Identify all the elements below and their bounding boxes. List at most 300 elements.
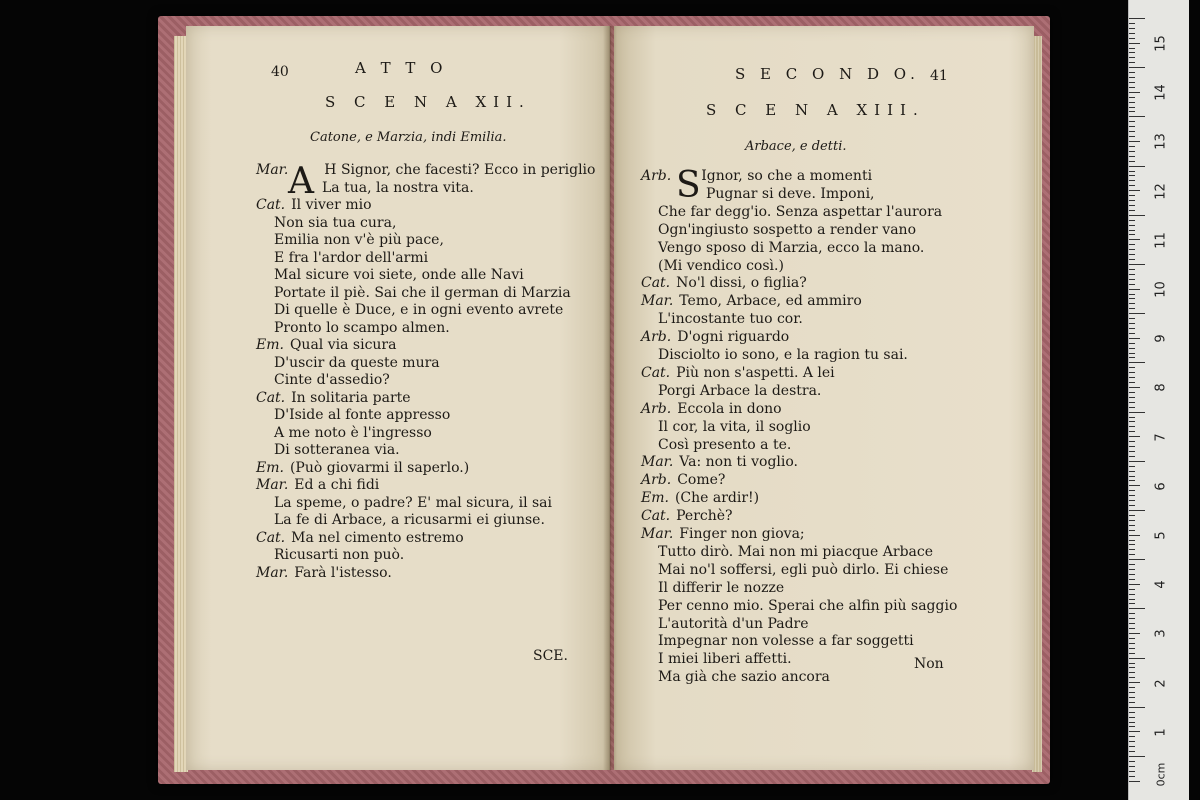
ruler-number: 14 — [1153, 84, 1169, 101]
dialogue-line — [274, 232, 444, 249]
ruler-tick — [1129, 38, 1135, 39]
speaker-label: Cat. — [641, 275, 671, 292]
ruler-tick — [1129, 574, 1135, 575]
ruler-tick — [1129, 697, 1135, 698]
ruler-tick — [1129, 456, 1135, 457]
ruler-tick — [1129, 776, 1135, 777]
ruler-tick — [1129, 421, 1135, 422]
ruler-tick — [1129, 249, 1135, 250]
ruler-tick — [1129, 382, 1135, 383]
dialogue-line — [641, 275, 807, 292]
line-text: Vengo sposo di Marzia, ecco la mano. — [658, 239, 925, 256]
ruler-tick — [1129, 62, 1135, 63]
dialogue-line — [641, 454, 798, 471]
ruler-number: 12 — [1153, 182, 1169, 200]
ruler-tick — [1129, 67, 1145, 68]
ruler-tick — [1129, 589, 1135, 590]
dialogue-line — [274, 302, 563, 319]
ruler-tick — [1129, 97, 1135, 98]
ruler-tick — [1129, 52, 1135, 53]
ruler-tick — [1129, 392, 1135, 393]
ruler-tick — [1129, 746, 1135, 747]
ruler-tick — [1129, 476, 1135, 477]
line-text: La speme, o padre? E' mal sicura, il sai — [274, 494, 553, 511]
line-text: Ricusarti non può. — [274, 547, 405, 563]
speaker-label: Em. — [256, 459, 284, 476]
ruler-tick — [1129, 372, 1135, 373]
ruler-tick — [1129, 505, 1135, 506]
ruler-tick — [1129, 451, 1135, 452]
ruler-tick — [1129, 692, 1135, 693]
dialogue-line — [256, 460, 469, 477]
ruler-tick — [1129, 18, 1145, 19]
ruler-tick — [1129, 584, 1140, 585]
ruler-tick — [1129, 417, 1135, 418]
ruler-number: 6 — [1153, 482, 1169, 491]
ruler-tick — [1129, 771, 1135, 772]
speaker-label: Mar. — [256, 162, 289, 178]
ruler-tick — [1129, 195, 1135, 196]
ruler-tick — [1129, 608, 1145, 609]
right-scene-title: S C E N A XIII. — [706, 101, 925, 119]
ruler-tick — [1129, 781, 1140, 782]
line-text: D'Iside al fonte appresso — [274, 407, 451, 423]
ruler-tick — [1129, 166, 1145, 167]
line-text: (Può giovarmi il saperlo.) — [289, 459, 470, 476]
ruler-tick — [1129, 480, 1135, 481]
dialogue-line — [641, 490, 759, 507]
line-text: Più non s'aspetti. A lei — [676, 364, 835, 381]
ruler-tick — [1129, 722, 1135, 723]
dialogue-line — [658, 437, 791, 454]
dialogue-line — [658, 669, 830, 686]
ruler-tick — [1129, 230, 1135, 231]
line-text: D'uscir da queste mura — [274, 354, 440, 371]
ruler-tick — [1129, 761, 1135, 762]
dialogue-line — [256, 565, 392, 582]
ruler-tick — [1129, 682, 1140, 683]
dialogue-line — [274, 512, 545, 529]
ruler-number: 10 — [1153, 281, 1169, 298]
ruler-number: 7 — [1153, 432, 1169, 442]
ruler-tick — [1129, 185, 1135, 186]
ruler-tick — [1129, 161, 1135, 162]
line-text: Non sia tua cura, — [274, 214, 397, 231]
ruler-tick — [1129, 289, 1140, 290]
line-text: Ma nel cimento estremo — [291, 529, 464, 546]
ruler-tick — [1129, 362, 1145, 363]
line-text: Pugnar si deve. Imponi, — [706, 185, 875, 202]
line-text: Porgi Arbace la destra. — [658, 382, 822, 399]
speaker-label: Cat. — [256, 197, 286, 213]
ruler-tick — [1129, 264, 1145, 265]
measurement-ruler — [1128, 0, 1189, 800]
ruler-tick — [1129, 658, 1145, 659]
ruler-number: 3 — [1153, 629, 1169, 639]
ruler-tick — [1129, 126, 1135, 127]
ruler-tick — [1129, 446, 1135, 447]
ruler-tick — [1129, 146, 1135, 147]
speaker-label: Mar. — [641, 454, 674, 471]
ruler-tick — [1129, 751, 1135, 752]
line-text: Ogn'ingiusto sospetto a render vano — [658, 221, 917, 238]
ruler-tick — [1129, 638, 1135, 639]
dialogue-line — [274, 215, 396, 232]
right-catchword: Non — [914, 656, 944, 672]
dialogue-line — [641, 168, 872, 185]
ruler-tick — [1129, 613, 1135, 614]
line-text: Farà l'istesso. — [294, 564, 392, 581]
ruler-tick — [1129, 353, 1135, 354]
dialogue-line — [256, 477, 379, 494]
dialogue-line — [658, 633, 914, 650]
ruler-tick — [1129, 33, 1135, 34]
left-page-number: 40 — [271, 64, 289, 80]
ruler-tick — [1129, 28, 1135, 29]
dialogue-line — [256, 162, 595, 179]
dialogue-line — [658, 616, 809, 633]
line-text: I miei liberi affetti. — [658, 651, 792, 668]
speaker-label: Arb. — [641, 400, 672, 417]
ruler-tick — [1129, 48, 1135, 49]
ruler-tick — [1129, 357, 1135, 358]
dialogue-line — [256, 197, 372, 214]
ruler-tick — [1129, 210, 1135, 211]
ruler-number: 5 — [1153, 531, 1169, 540]
speaker-label: Cat. — [256, 389, 286, 406]
ruler-tick — [1129, 72, 1135, 73]
line-text: Emilia non v'è più pace, — [274, 232, 444, 248]
ruler-tick — [1129, 756, 1145, 757]
dialogue-line — [658, 544, 933, 561]
line-text: D'ogni riguardo — [677, 329, 790, 346]
left-drop-cap: A — [288, 161, 314, 202]
line-text: Come? — [677, 472, 726, 489]
dialogue-line — [256, 390, 411, 407]
line-text: Ignor, so che a momenti — [701, 168, 873, 184]
book-gutter — [603, 26, 617, 770]
ruler-tick — [1129, 554, 1135, 555]
ruler-number: 8 — [1153, 383, 1169, 393]
ruler-number: 13 — [1153, 133, 1169, 151]
ruler-tick — [1129, 594, 1135, 595]
ruler-tick — [1129, 92, 1140, 93]
ruler-tick — [1129, 618, 1135, 619]
ruler-tick — [1129, 500, 1135, 501]
ruler-tick — [1129, 441, 1135, 442]
dialogue-line — [658, 383, 821, 400]
ruler-tick — [1129, 338, 1140, 339]
ruler-tick — [1129, 672, 1135, 673]
ruler-tick — [1129, 520, 1135, 521]
ruler-tick — [1129, 102, 1135, 103]
line-text: Di sotteranea via. — [274, 442, 400, 458]
dialogue-line — [641, 365, 835, 382]
ruler-tick — [1129, 540, 1135, 541]
ruler-tick — [1129, 23, 1135, 24]
ruler-tick — [1129, 239, 1140, 240]
speaker-label: Arb. — [641, 168, 672, 184]
line-text: No'l dissi, o figlia? — [676, 275, 807, 292]
ruler-tick — [1129, 180, 1135, 181]
ruler-tick — [1129, 156, 1135, 157]
line-text: Finger non giova; — [679, 526, 805, 542]
left-running-head: A T T O — [355, 59, 448, 77]
ruler-tick — [1129, 677, 1135, 678]
dialogue-line — [641, 293, 862, 310]
line-text: (Che ardir!) — [674, 490, 760, 507]
ruler-tick — [1129, 471, 1135, 472]
ruler-tick — [1129, 490, 1135, 491]
dialogue-line — [706, 186, 875, 203]
speaker-label: Cat. — [641, 508, 671, 525]
dialogue-line — [274, 442, 400, 459]
ruler-tick — [1129, 284, 1135, 285]
speaker-label: Mar. — [256, 477, 289, 493]
ruler-number: 15 — [1153, 35, 1169, 52]
line-text: Mai no'l soffersi, egli può dirlo. Ei chiese — [658, 561, 949, 578]
ruler-tick — [1129, 200, 1135, 201]
ruler-tick — [1129, 402, 1135, 403]
ruler-tick — [1129, 298, 1135, 299]
ruler-tick — [1129, 663, 1135, 664]
line-text: Impegnar non volesse a far soggetti — [658, 633, 914, 650]
right-page-number: 41 — [930, 68, 948, 84]
dialogue-line — [274, 372, 390, 389]
ruler-tick — [1129, 633, 1140, 634]
line-text: Disciolto io sono, e la ragion tu sai. — [658, 347, 908, 363]
dialogue-line — [274, 355, 440, 372]
ruler-tick — [1129, 431, 1135, 432]
dialogue-line — [658, 240, 924, 257]
ruler-tick — [1129, 426, 1135, 427]
line-text: L'incostante tuo cor. — [658, 311, 803, 328]
right-drop-cap: S — [676, 165, 701, 206]
dialogue-line — [641, 508, 733, 525]
ruler-tick — [1129, 466, 1135, 467]
ruler-tick — [1129, 367, 1135, 368]
ruler-tick — [1129, 628, 1135, 629]
ruler-tick — [1129, 215, 1145, 216]
line-text: Mal sicure voi siete, onde alle Navi — [274, 267, 524, 283]
line-text: Il differir le nozze — [658, 579, 785, 596]
dialogue-line — [274, 547, 404, 564]
ruler-tick — [1129, 333, 1135, 334]
line-text: Pronto lo scampo almen. — [274, 319, 450, 336]
ruler-tick — [1129, 726, 1135, 727]
ruler-number: 4 — [1153, 580, 1169, 589]
ruler-tick — [1129, 599, 1135, 600]
ruler-tick — [1129, 687, 1135, 688]
ruler-tick — [1129, 269, 1135, 270]
ruler-tick — [1129, 525, 1135, 526]
dialogue-line — [256, 337, 396, 354]
line-text: Cinte d'assedio? — [274, 372, 390, 388]
ruler-tick — [1129, 244, 1135, 245]
ruler-tick — [1129, 707, 1145, 708]
speaker-label: Cat. — [641, 364, 671, 381]
speaker-label: Arb. — [641, 472, 672, 489]
line-text: Il viver mio — [291, 197, 372, 213]
dialogue-line — [658, 311, 803, 328]
ruler-tick — [1129, 131, 1135, 132]
dialogue-line — [641, 526, 805, 543]
ruler-tick — [1129, 225, 1135, 226]
ruler-number: 1 — [1153, 728, 1169, 737]
line-text: Temo, Arbace, ed ammiro — [679, 293, 862, 310]
ruler-tick — [1129, 116, 1145, 117]
speaker-label: Arb. — [641, 329, 672, 346]
ruler-tick — [1129, 515, 1135, 516]
ruler-tick — [1129, 717, 1135, 718]
ruler-tick — [1129, 57, 1135, 58]
ruler-tick — [1129, 318, 1135, 319]
right-running-head: S E C O N D O. — [735, 65, 920, 83]
ruler-tick — [1129, 702, 1135, 703]
dialogue-line — [658, 580, 784, 597]
line-text: La fe di Arbace, a ricusarmi ei giunse. — [274, 512, 545, 528]
line-text: Qual via sicura — [289, 337, 397, 353]
dialogue-line — [256, 530, 464, 547]
ruler-tick — [1129, 190, 1140, 191]
ruler-tick — [1129, 259, 1135, 260]
line-text: E fra l'ardor dell'armi — [274, 249, 429, 266]
line-text: L'autorità d'un Padre — [658, 615, 809, 632]
line-text: Eccola in dono — [677, 400, 782, 417]
ruler-tick — [1129, 343, 1135, 344]
ruler-tick — [1129, 121, 1135, 122]
ruler-tick — [1129, 151, 1135, 152]
line-text: Perchè? — [676, 508, 733, 525]
line-text: Di quelle è Duce, e in ogni evento avrete — [274, 302, 564, 318]
line-text: Ma già che sazio ancora — [658, 669, 830, 686]
ruler-tick — [1129, 530, 1135, 531]
dialogue-line — [658, 222, 916, 239]
ruler-tick — [1129, 559, 1145, 560]
ruler-tick — [1129, 510, 1145, 511]
line-text: La tua, la nostra vita. — [322, 179, 474, 196]
dialogue-line — [274, 250, 428, 267]
ruler-tick — [1129, 623, 1135, 624]
ruler-tick — [1129, 407, 1135, 408]
dialogue-line — [641, 401, 782, 418]
ruler-tick — [1129, 303, 1135, 304]
ruler-tick — [1129, 323, 1135, 324]
ruler-tick — [1129, 461, 1145, 462]
dialogue-line — [658, 347, 908, 364]
line-text: Va: non ti voglio. — [679, 454, 798, 471]
ruler-tick — [1129, 107, 1135, 108]
ruler-tick — [1129, 667, 1135, 668]
dialogue-line — [658, 651, 792, 668]
dialogue-line — [658, 598, 957, 615]
ruler-tick — [1129, 175, 1135, 176]
ruler-unit: 0cm — [1154, 762, 1168, 787]
ruler-tick — [1129, 141, 1140, 142]
ruler-tick — [1129, 736, 1135, 737]
ruler-tick — [1129, 564, 1135, 565]
left-scene-title: S C E N A XII. — [325, 93, 531, 111]
ruler-tick — [1129, 111, 1135, 112]
line-text: Ed a chi fidi — [294, 477, 380, 493]
line-text: A me noto è l'ingresso — [274, 424, 432, 441]
ruler-tick — [1129, 279, 1135, 280]
dialogue-line — [274, 320, 450, 337]
ruler-tick — [1129, 234, 1135, 235]
ruler-tick — [1129, 569, 1135, 570]
dialogue-line — [274, 267, 524, 284]
ruler-tick — [1129, 549, 1135, 550]
ruler-tick — [1129, 648, 1135, 649]
ruler-tick — [1129, 436, 1140, 437]
ruler-tick — [1129, 82, 1135, 83]
dialogue-line — [658, 562, 948, 579]
ruler-tick — [1129, 412, 1145, 413]
right-scene-characters: Arbace, e detti. — [745, 139, 847, 154]
dialogue-line — [274, 495, 552, 512]
ruler-number: 9 — [1153, 334, 1169, 343]
ruler-tick — [1129, 579, 1135, 580]
ruler-tick — [1129, 495, 1135, 496]
ruler-tick — [1129, 313, 1145, 314]
line-text: (Mi vendico così.) — [658, 257, 784, 274]
left-catchword: SCE. — [533, 648, 568, 664]
ruler-tick — [1129, 712, 1135, 713]
ruler-tick — [1129, 397, 1135, 398]
ruler-tick — [1129, 328, 1135, 329]
dialogue-line — [274, 407, 450, 424]
ruler-tick — [1129, 387, 1140, 388]
ruler-tick — [1129, 485, 1140, 486]
ruler-tick — [1129, 603, 1135, 604]
ruler-tick — [1129, 653, 1135, 654]
ruler-tick — [1129, 205, 1135, 206]
ruler-tick — [1129, 136, 1135, 137]
line-text: Così presento a te. — [658, 436, 792, 453]
dialogue-line — [322, 180, 474, 197]
speaker-label: Mar. — [256, 564, 289, 581]
speaker-label: Em. — [641, 490, 669, 507]
ruler-tick — [1129, 643, 1135, 644]
ruler-tick — [1129, 43, 1140, 44]
dialogue-line — [641, 329, 789, 346]
ruler-tick — [1129, 348, 1135, 349]
ruler-tick — [1129, 274, 1135, 275]
line-text: Per cenno mio. Sperai che alfin più saggio — [658, 597, 958, 614]
ruler-tick — [1129, 535, 1140, 536]
line-text: Portate il piè. Sai che il german di Marzia — [274, 284, 571, 301]
line-text: H Signor, che facesti? Ecco in periglio — [324, 162, 596, 178]
dialogue-line — [274, 285, 571, 302]
ruler-tick — [1129, 377, 1135, 378]
ruler-tick — [1129, 544, 1135, 545]
dialogue-line — [658, 419, 811, 436]
ruler-tick — [1129, 294, 1135, 295]
line-text: In solitaria parte — [291, 389, 411, 406]
ruler-tick — [1129, 308, 1135, 309]
ruler-tick — [1129, 77, 1135, 78]
ruler-tick — [1129, 741, 1135, 742]
left-scene-characters: Catone, e Marzia, indi Emilia. — [310, 130, 507, 145]
speaker-label: Cat. — [256, 529, 286, 546]
speaker-label: Em. — [256, 337, 284, 353]
ruler-number: 2 — [1153, 678, 1169, 688]
line-text: Il cor, la vita, il soglio — [658, 418, 811, 435]
speaker-label: Mar. — [641, 526, 674, 542]
dialogue-line — [658, 258, 784, 275]
ruler-tick — [1129, 731, 1140, 732]
line-text: Tutto dirò. Mai non mi piacque Arbace — [658, 543, 934, 560]
